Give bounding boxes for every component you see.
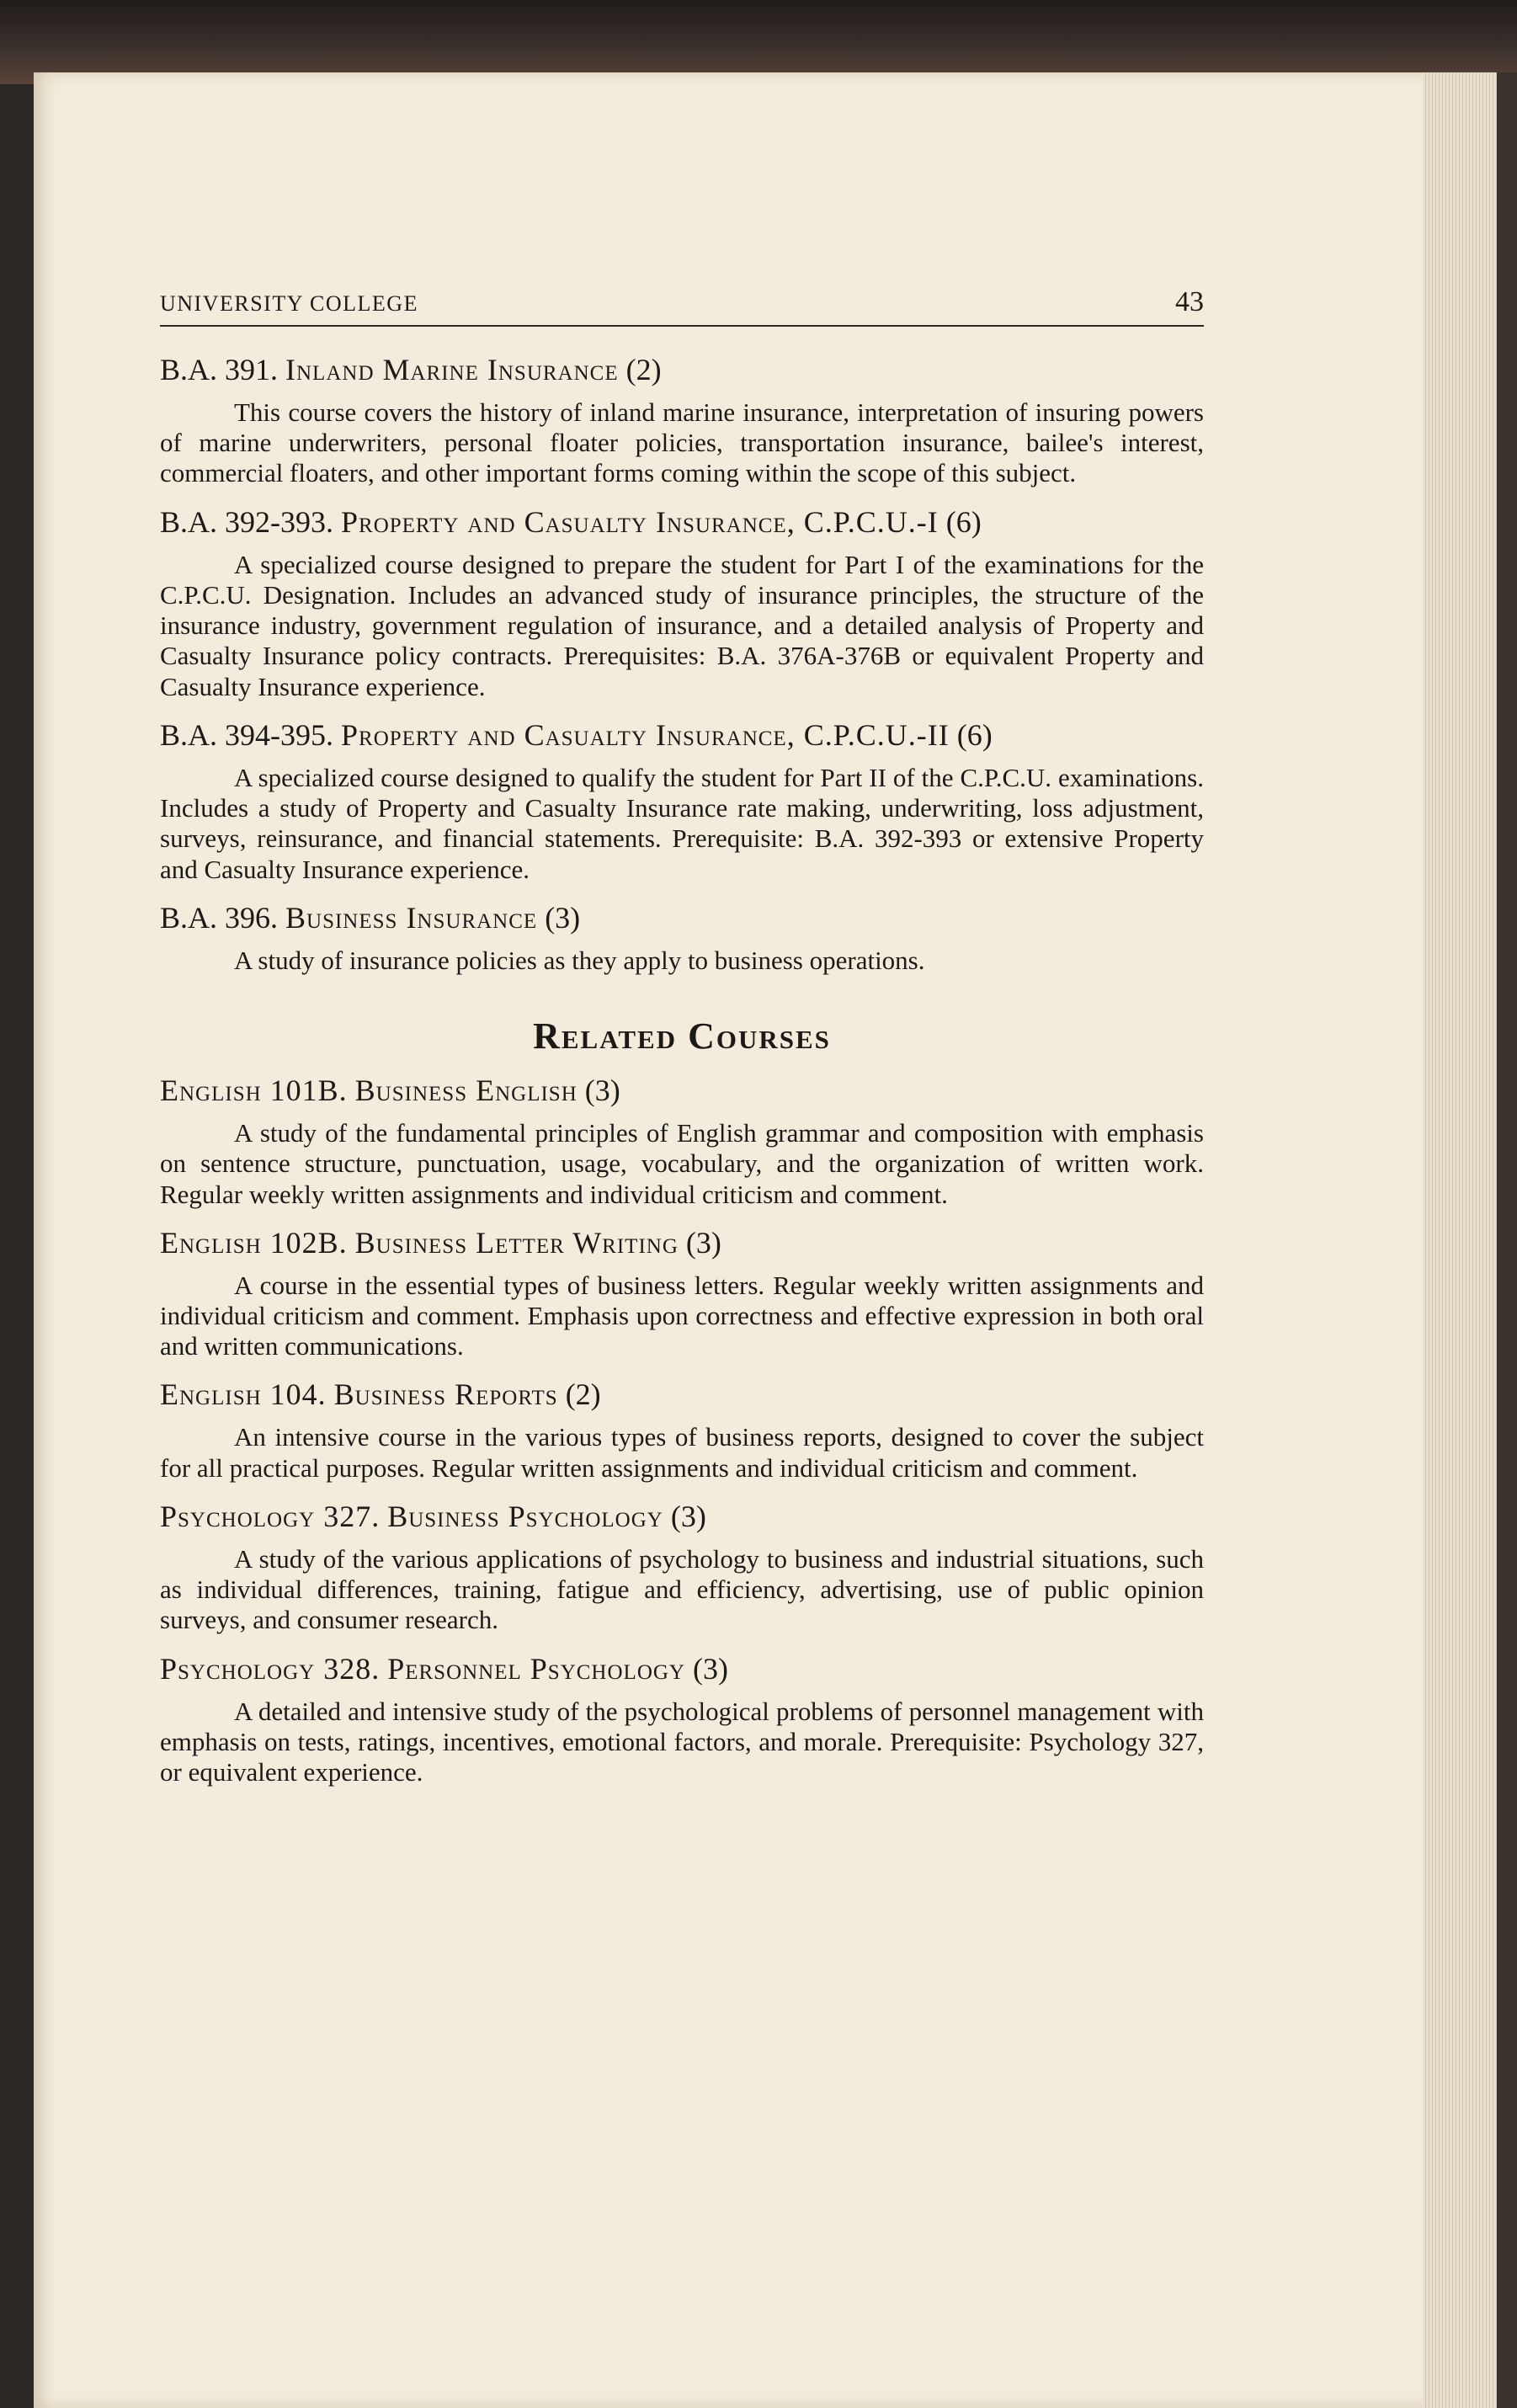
course-description: A study of insurance policies as they apply to business operations. [234,945,925,975]
course-number: B.A. 391. [160,353,279,386]
course-number: English 101B. [160,1073,348,1108]
course-name: Inland Marine Insurance [285,353,619,386]
section-title-related-courses: Related Courses [533,1015,831,1057]
course-entry [160,717,1204,885]
course-credits: (3) [584,1073,620,1108]
book-binding-edge [0,0,1517,84]
course-credits: (3) [545,900,581,935]
page-number: 43 [1175,286,1204,317]
course-heading [160,504,1204,541]
course-number: English 104. [160,1377,327,1412]
course-credits: (2) [625,353,662,386]
course-description: A study of the fundamental principles of English grammar and composition with emphasis on sentence structure, punctuation, usage, vocabulary, and the organization of written work. Regular weekly written assignments and individual criticism and comment. [160,1117,1204,1209]
course-description: A detailed and intensive study of the psychological problems of personnel management with emphasis on tests, ratings, incentives, emotional factors, and morale. Prerequisite: Psychology 327, or equivalent experience. [160,1696,1204,1787]
course-entry [160,504,1204,702]
course-credits: (3) [685,1225,721,1260]
course-heading [160,1073,1204,1110]
course-name: Property and Casualty Insurance, C.P.C.U.-II [341,717,950,752]
course-entry [160,1651,1204,1788]
course-credits: (3) [692,1651,728,1686]
running-head [160,286,1204,327]
course-heading [160,1225,1204,1262]
course-credits: (2) [565,1377,601,1412]
course-description: An intensive course in the various types of business reports, designed to cover the subject for all practical purposes. Regular written assignments and individual criticism and comment. [160,1422,1204,1483]
course-name: Business Insurance [285,900,538,935]
course-number: B.A. 396. [160,900,279,935]
course-heading [160,717,1204,754]
course-name: Business Psychology [387,1499,663,1533]
course-number: B.A. 394-395. [160,717,333,752]
course-entry [160,352,1204,489]
course-description: A study of the various applications of psychology to business and industrial situations, such as individual differences, training, fatigue and efficiency, advertising, use of public opinion surveys, and consumer research. [160,1543,1204,1635]
course-description: A specialized course designed to prepare the student for Part I of the examinations for the C.P.C.U. Designation. Includes an advanced study of insurance principles, the structure of the insurance industry, government regulation of insurance, and a detailed analysis of Property and Casualty Insurance policy contracts. Prerequisites: B.A. 376A-376B or equivalent Property and Casualty Insurance experience. [160,549,1204,701]
course-number: Psychology 327. [160,1499,381,1533]
course-entry [160,1377,1204,1483]
course-heading [160,1651,1204,1688]
course-entry [160,1073,1204,1210]
page-stack-edges [1423,72,1517,2408]
course-description: A course in the essential types of business letters. Regular weekly written assignments and individual criticism and comment. Emphasis upon correctness and effective expression in both oral and written communications. [160,1270,1204,1361]
course-name: Personnel Psychology [387,1651,685,1686]
course-heading [160,1499,1204,1536]
course-heading [160,900,1204,937]
course-name: Business Reports [333,1377,558,1412]
course-credits: (3) [670,1499,706,1533]
running-head-title: UNIVERSITY COLLEGE [160,291,418,316]
course-name: Property and Casualty Insurance, C.P.C.U.-I [341,504,939,539]
course-number: Psychology 328. [160,1651,381,1686]
course-entry [160,1499,1204,1636]
course-heading [160,352,1204,389]
course-description: This course covers the history of inland marine insurance, interpretation of insuring powers of marine underwriters, personal floater policies, transportation insurance, bailee's interest, commercial floaters, and other important forms coming within the scope of this subject. [160,397,1204,488]
course-credits: (6) [956,717,993,752]
course-name: Business English [354,1073,578,1108]
course-credits: (6) [945,504,982,539]
course-number: B.A. 392-393. [160,504,333,539]
course-name: Business Letter Writing [354,1225,679,1260]
course-heading [160,1377,1204,1414]
page-content [160,286,1204,1803]
course-number: English 102B. [160,1225,348,1260]
course-entry [160,900,1204,976]
course-entry [160,1225,1204,1362]
course-description: A specialized course designed to qualify the student for Part II of the C.P.C.U. examinations. Includes a study of Property and Casualty Insurance rate making, underwriting, loss adjustment, surveys, reinsurance, and financial statements. Prerequisite: B.A. 392-393 or extensive Property and Casualty Insurance experience. [160,762,1204,884]
